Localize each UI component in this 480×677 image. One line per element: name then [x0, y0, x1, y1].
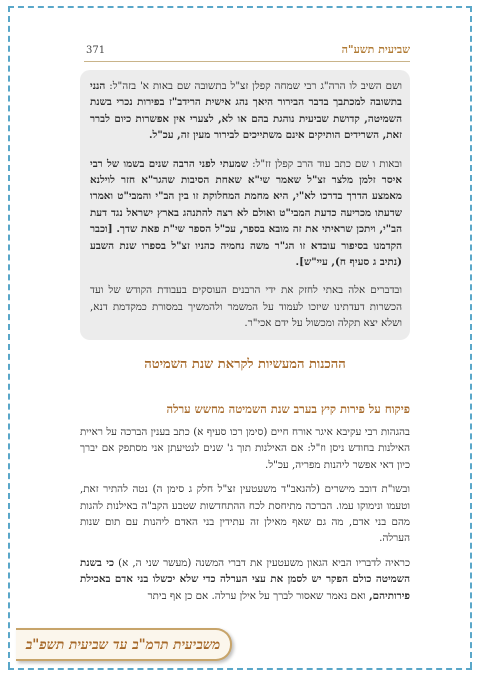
section-title: ההכנות המעשיות לקראת שנת השמיטה: [144, 357, 346, 372]
subsection-title: פיקוח על פירות קיץ בערב שנת השמיטה מחשש ערלה: [166, 402, 410, 416]
header-divider: [84, 61, 410, 62]
frame-left-border: [8, 6, 10, 668]
running-title: שביעית תשע"ה: [341, 43, 410, 56]
quote-bold-1: הנני בתשובה למכתבך בדבר הבירור היאך נהג אישית הרידב"ז בפירות נכרי בשנת השמיטה, קדושת שביעית נוהגת בהם או לא, לצערי אין אפשרות כיום לברר זאת, השרידים הותיקים אינם משתייכים לבירור מעין זה, עכ"ל.: [90, 80, 402, 142]
quote-bold-2: שמעתי לפני הרבה שנים בשמו של רבי איסר זלמן מלצר זצ"ל שאמר שי"א שאחת הסיבות שהגר"א חזר לוילנא מאמצע הדרך בדרכו לא"י, היא מחמת המחלוקת זו בין הב"י והמבי"ט ואמרו שדעתו מכריעה כדעת המבי"ט ואולם לא רצה להתנהג בארץ ישראל נגד דעת הב"י, ויתכן שראיתי את זה מובא בספר, עכ"ל הספר שי"ת פאת שדך. [וכבר הקדמנו בסיפור עובדא זו הג"ר משה נחמיה כהניו זצ"ל בספרו שנת השבע (נתיב ג סעיף ח), עיי"ש].: [90, 157, 402, 269]
body-p3-bold: כי בשנת השמיטה כולם הפקר יש לסמן את עצי הערלה כדי שלא יכשלו בני אדם באכילת פירותיהם,: [80, 556, 410, 602]
body-p3-cont: ואם נאמר שאסור לברך על אילן ערלה. אם כן אף ביתר: [147, 589, 366, 602]
body-text: [80, 424, 410, 612]
frame-top-border: [8, 6, 472, 8]
page-number: 371: [86, 45, 106, 56]
frame-bottom-border: [8, 668, 472, 670]
footer-tab-label: משביעית תרמ"ב עד שביעית תשפ"ב: [25, 636, 221, 653]
quote-paragraph-2: [90, 156, 402, 271]
frame-right-border: [470, 6, 472, 668]
quote-intro-1: ושם השיב לו הרה"ג רבי שמחה קפלן זצ"ל בתשובה שם באות א' בזה"ל:: [109, 80, 402, 92]
quote-intro-2: ובאות ו שם כתב עוד הרב קפלן זז"ל:: [252, 157, 402, 170]
quote-box: [80, 70, 410, 340]
quote-paragraph-1: [90, 78, 402, 144]
body-paragraph-1: בהגהות רבי עקיבא איגר אורח חיים (סימן רכו סעיף א) כתב בענין הברכה על ראיית האילנות בחודש ניסן וז"ל: אם האילנות תוך ג' שנים לנטיעתן אני מסתפק אם יברך כיון דאי אפשר ליהנות מפריה, עכ"ל.: [80, 426, 410, 471]
body-paragraph-3: [80, 555, 410, 604]
quote-paragraph-3: ובדברים אלה באתי לחזק את ידי הרבנים העוסקים בעבודת הקודש של ועד הכשרות דעדתינו שיזכו לעמוד על המשמר ולהמשיך במסורת כמקדמת דנא, ושלא יצא תקלה ומכשול על ידם אכי"ר.: [90, 284, 402, 330]
footer-book-tab: [16, 628, 232, 661]
body-paragraph-2: ובשו"ת דובב מישרים (להגאב"ד משעטעין זצ"ל חלק ג סימן ה) נטה להתיר זאת, וטעמו ונימוקו עמו. הברכה מתיחסת לכח ההתחדשות שטבע הקב"ה באילנות להגות מהם בני אדם, מה גם שאף מאילן זה עתידין בני האדם ליהנות עם תום שנות הערלה.: [80, 483, 410, 545]
body-p3-intro: כראיה לדבריו הביא הגאון משעטעין את דברי המשנה (מעשר שני ה, א): [118, 556, 410, 569]
